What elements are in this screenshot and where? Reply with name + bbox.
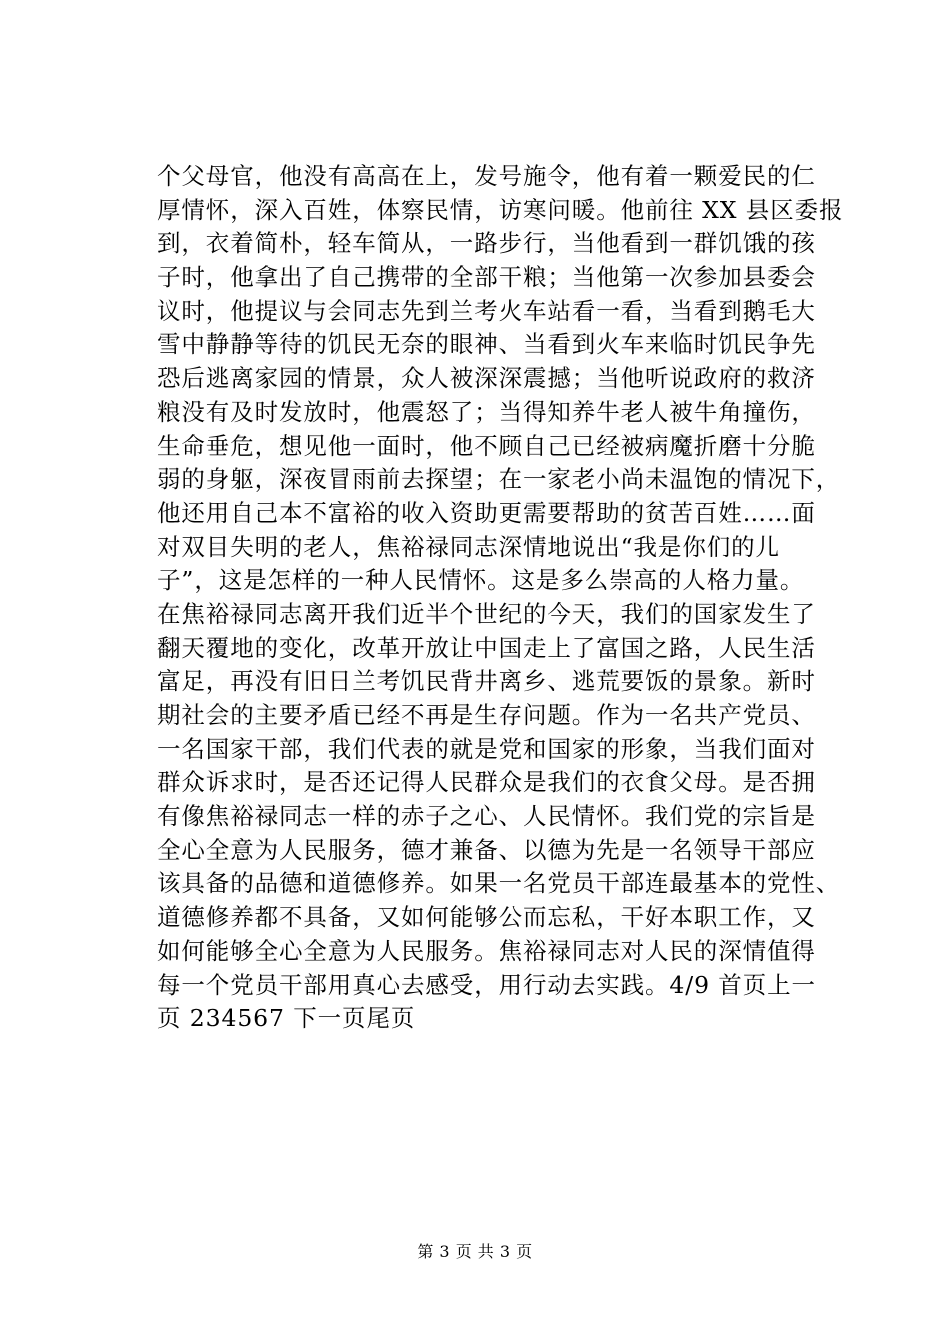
text-line: 厚情怀，深入百姓，体察民情，访寒问暖。他前往 XX 县区委报 xyxy=(157,195,844,224)
text-line: 期社会的主要矛盾已经不再是生存问题。作为一名共产党员、 xyxy=(157,701,816,729)
text-line: 弱的身躯，深夜冒雨前去探望；在一家老小尚未温饱的情况下， xyxy=(157,465,841,494)
text-line: 道德修养都不具备，又如何能够公而忘私，干好本职工作，又 xyxy=(157,903,816,932)
page-number-footer: 第 3 页 共 3 页 xyxy=(417,1242,533,1261)
text-line: 如何能够全心全意为人民服务。焦裕禄同志对人民的深情值得 xyxy=(157,936,816,965)
text-line: 雪中静静等待的饥民无奈的眼神、当看到火车来临时饥民争先 xyxy=(157,330,816,359)
text-line: 一名国家干部，我们代表的就是党和国家的形象，当我们面对 xyxy=(157,734,816,763)
text-line: 个父母官，他没有高高在上，发号施令，他有着一颗爱民的仁 xyxy=(157,162,816,190)
text-line: 恐后逃离家园的情景，众人被深深震撼；当他听说政府的救济 xyxy=(157,364,816,393)
text-line: 粮没有及时发放时，他震怒了；当得知养牛老人被牛角撞伤， xyxy=(157,397,816,426)
text-line: 生命垂危，想见他一面时，他不顾自己已经被病魔折磨十分脆 xyxy=(157,431,816,460)
text-line: 全心全意为人民服务，德才兼备、以德为先是一名领导干部应 xyxy=(157,835,816,864)
text-line: 子”，这是怎样的一种人民情怀。这是多么崇高的人格力量。 xyxy=(157,566,805,595)
text-line: 议时，他提议与会同志先到兰考火车站看一看，当看到鹅毛大 xyxy=(157,296,816,325)
text-line: 该具备的品德和道德修养。如果一名党员干部连最基本的党性、 xyxy=(157,869,841,898)
text-line: 到，衣着简朴，轻车简从，一路步行，当他看到一群饥饿的孩 xyxy=(157,229,816,258)
text-line: 对双目失明的老人，焦裕禄同志深情地说出“我是你们的儿 xyxy=(157,532,780,561)
text-line: 在焦裕禄同志离开我们近半个世纪的今天，我们的国家发生了 xyxy=(157,599,816,628)
text-line: 每一个党员干部用真心去感受，用行动去实践。4/9 首页上一 xyxy=(157,970,816,999)
text-line: 群众诉求时，是否还记得人民群众是我们的衣食父母。是否拥 xyxy=(157,768,816,797)
text-line: 他还用自己本不富裕的收入资助更需要帮助的贫苦百姓……面 xyxy=(157,498,816,527)
text-line: 子时，他拿出了自己携带的全部干粮；当他第一次参加县委会 xyxy=(157,263,816,292)
text-line: 页 234567 下一页尾页 xyxy=(157,1004,416,1033)
text-line: 有像焦裕禄同志一样的赤子之心、人民情怀。我们党的宗旨是 xyxy=(157,802,816,831)
body-text xyxy=(157,160,844,1036)
text-line: 富足，再没有旧日兰考饥民背井离乡、逃荒要饭的景象。新时 xyxy=(157,667,816,696)
text-line: 翻天覆地的变化，改革开放让中国走上了富国之路，人民生活 xyxy=(157,633,816,662)
